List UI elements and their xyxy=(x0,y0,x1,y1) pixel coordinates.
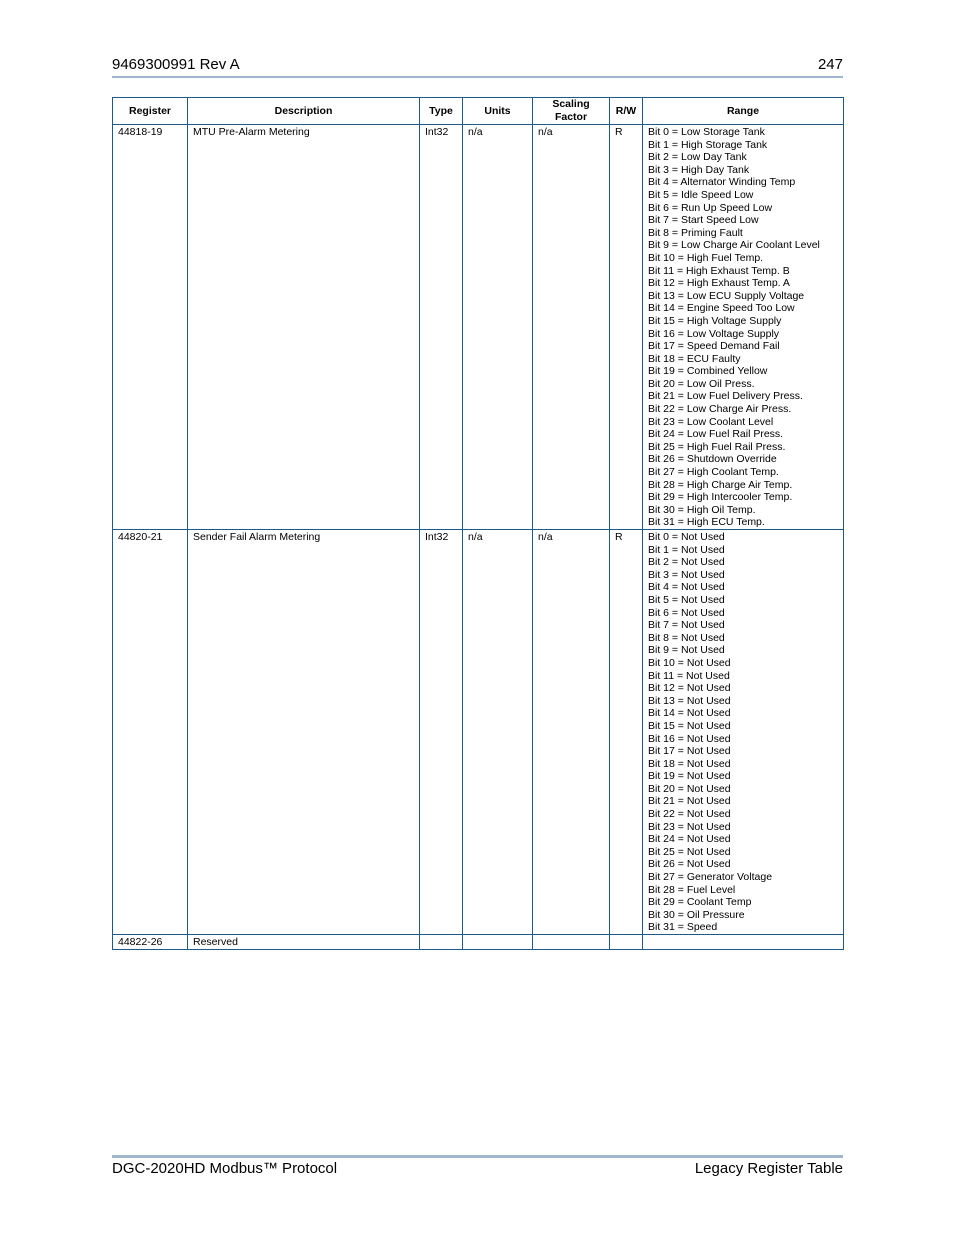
register-cell: 44818-19 xyxy=(113,125,188,530)
range-bit-entry: Bit 20 = Low Oil Press. xyxy=(648,377,755,390)
footer-document-title: DGC-2020HD Modbus™ Protocol xyxy=(112,1160,338,1177)
range-bit-entry: Bit 19 = Combined Yellow xyxy=(648,365,768,378)
range-bit-entry: Bit 12 = High Exhaust Temp. A xyxy=(648,277,790,290)
range-bit-entry: Bit 15 = High Voltage Supply xyxy=(648,314,782,327)
type-cell: Int32 xyxy=(420,530,463,935)
scaling-cell xyxy=(533,935,610,950)
range-bit-entry: Bit 25 = High Fuel Rail Press. xyxy=(648,440,786,453)
range-bit-entry: Bit 21 = Low Fuel Delivery Press. xyxy=(648,390,803,403)
range-bit-entry: Bit 7 = Start Speed Low xyxy=(648,214,759,227)
range-bit-entry: Bit 22 = Low Charge Air Press. xyxy=(648,403,792,416)
units-cell: n/a xyxy=(463,125,533,530)
range-cell xyxy=(643,125,844,530)
range-bit-entry: Bit 6 = Run Up Speed Low xyxy=(648,201,773,214)
range-bit-entry: Bit 26 = Not Used xyxy=(648,858,731,871)
column-header-range: Range xyxy=(643,98,844,125)
range-bit-entry: Bit 14 = Engine Speed Too Low xyxy=(648,302,795,315)
range-bit-entry: Bit 5 = Not Used xyxy=(648,593,725,606)
units-cell: n/a xyxy=(463,530,533,935)
column-header-description: Description xyxy=(188,98,420,125)
rw-cell xyxy=(610,935,643,950)
range-bit-entry: Bit 28 = Fuel Level xyxy=(648,883,736,896)
range-bit-entry: Bit 13 = Low ECU Supply Voltage xyxy=(648,289,805,302)
range-bit-entry: Bit 9 = Low Charge Air Coolant Level xyxy=(648,239,820,252)
range-bit-entry: Bit 30 = High Oil Temp. xyxy=(648,503,756,516)
column-header-register: Register xyxy=(113,98,188,125)
range-bit-entry: Bit 23 = Low Coolant Level xyxy=(648,415,774,428)
column-header-type: Type xyxy=(420,98,463,125)
page-footer xyxy=(112,1160,843,1182)
units-cell xyxy=(463,935,533,950)
range-bit-entry: Bit 27 = High Coolant Temp. xyxy=(648,466,779,479)
range-bit-entry: Bit 7 = Not Used xyxy=(648,619,725,632)
description-cell: MTU Pre-Alarm Metering xyxy=(188,125,420,530)
range-bit-entry: Bit 12 = Not Used xyxy=(648,682,731,695)
description-cell: Sender Fail Alarm Metering xyxy=(188,530,420,935)
range-bit-entry: Bit 24 = Low Fuel Rail Press. xyxy=(648,428,784,441)
rw-cell: R xyxy=(610,125,643,530)
range-bit-entry: Bit 10 = High Fuel Temp. xyxy=(648,251,764,264)
range-bit-entry: Bit 1 = High Storage Tank xyxy=(648,138,768,151)
range-bit-entry: Bit 24 = Not Used xyxy=(648,833,731,846)
range-bit-entry: Bit 0 = Low Storage Tank xyxy=(648,126,765,138)
rw-cell: R xyxy=(610,530,643,935)
range-bit-entry: Bit 16 = Not Used xyxy=(648,732,731,745)
page-header xyxy=(112,56,843,78)
range-bit-entry: Bit 28 = High Charge Air Temp. xyxy=(648,478,793,491)
range-bit-entry: Bit 2 = Low Day Tank xyxy=(648,151,747,164)
range-bit-entry: Bit 10 = Not Used xyxy=(648,656,731,669)
range-bit-entry: Bit 4 = Alternator Winding Temp xyxy=(648,176,796,189)
scaling-cell: n/a xyxy=(533,530,610,935)
column-header-units: Units xyxy=(463,98,533,125)
page-number: 247 xyxy=(817,56,843,73)
range-bit-entry: Bit 15 = Not Used xyxy=(648,719,731,732)
description-cell: Reserved xyxy=(188,935,420,950)
range-bit-entry: Bit 27 = Generator Voltage xyxy=(648,871,773,884)
range-bit-entry: Bit 8 = Not Used xyxy=(648,631,725,644)
register-cell: 44820-21 xyxy=(113,530,188,935)
range-bit-entry: Bit 19 = Not Used xyxy=(648,770,731,783)
range-bit-entry: Bit 11 = High Exhaust Temp. B xyxy=(648,264,790,277)
range-bit-entry: Bit 31 = Speed xyxy=(648,921,718,934)
range-bit-entry: Bit 29 = Coolant Temp xyxy=(648,896,752,909)
range-bit-entry: Bit 30 = Oil Pressure xyxy=(648,908,745,921)
range-bit-entry: Bit 17 = Not Used xyxy=(648,745,731,758)
range-bit-entry: Bit 20 = Not Used xyxy=(648,782,731,795)
range-cell xyxy=(643,530,844,935)
range-bit-entry: Bit 1 = Not Used xyxy=(648,543,725,556)
range-bit-entry: Bit 23 = Not Used xyxy=(648,820,731,833)
range-bit-entry: Bit 0 = Not Used xyxy=(648,531,725,543)
document-number: 9469300991 Rev A xyxy=(112,56,240,73)
footer-section-title: Legacy Register Table xyxy=(694,1160,843,1177)
range-bit-entry: Bit 3 = High Day Tank xyxy=(648,163,750,176)
range-bit-entry: Bit 29 = High Intercooler Temp. xyxy=(648,491,793,504)
range-bit-entry: Bit 8 = Priming Fault xyxy=(648,226,743,239)
range-bit-entry: Bit 18 = Not Used xyxy=(648,757,731,770)
type-cell: Int32 xyxy=(420,125,463,530)
range-bit-entry: Bit 2 = Not Used xyxy=(648,556,725,569)
type-cell xyxy=(420,935,463,950)
scaling-cell: n/a xyxy=(533,125,610,530)
footer-divider xyxy=(112,1155,843,1158)
header-divider xyxy=(112,76,843,78)
range-bit-entry: Bit 18 = ECU Faulty xyxy=(648,352,741,365)
table-row xyxy=(113,530,844,935)
range-bit-entry: Bit 14 = Not Used xyxy=(648,707,731,720)
range-bit-entry: Bit 17 = Speed Demand Fail xyxy=(648,340,780,353)
table-header-row xyxy=(113,98,844,125)
range-bit-entry: Bit 22 = Not Used xyxy=(648,808,731,821)
column-header-scaling-factor: Scaling Factor xyxy=(533,98,610,125)
range-bit-entry: Bit 13 = Not Used xyxy=(648,694,731,707)
range-bit-entry: Bit 9 = Not Used xyxy=(648,644,725,657)
column-header-rw: R/W xyxy=(610,98,643,125)
range-bit-entry: Bit 11 = Not Used xyxy=(648,669,730,682)
range-bit-entry: Bit 4 = Not Used xyxy=(648,581,725,594)
table-row xyxy=(113,125,844,530)
range-bit-entry: Bit 25 = Not Used xyxy=(648,845,731,858)
table-row xyxy=(113,935,844,950)
range-bit-entry: Bit 5 = Idle Speed Low xyxy=(648,188,754,201)
range-bit-entry: Bit 31 = High ECU Temp. xyxy=(648,516,765,529)
register-cell: 44822-26 xyxy=(113,935,188,950)
range-bit-entry: Bit 6 = Not Used xyxy=(648,606,725,619)
range-bit-entry: Bit 21 = Not Used xyxy=(648,795,731,808)
range-bit-entry: Bit 16 = Low Voltage Supply xyxy=(648,327,780,340)
register-table xyxy=(112,97,844,950)
range-bit-entry: Bit 26 = Shutdown Override xyxy=(648,453,777,466)
range-cell xyxy=(643,935,844,950)
range-bit-entry: Bit 3 = Not Used xyxy=(648,568,725,581)
